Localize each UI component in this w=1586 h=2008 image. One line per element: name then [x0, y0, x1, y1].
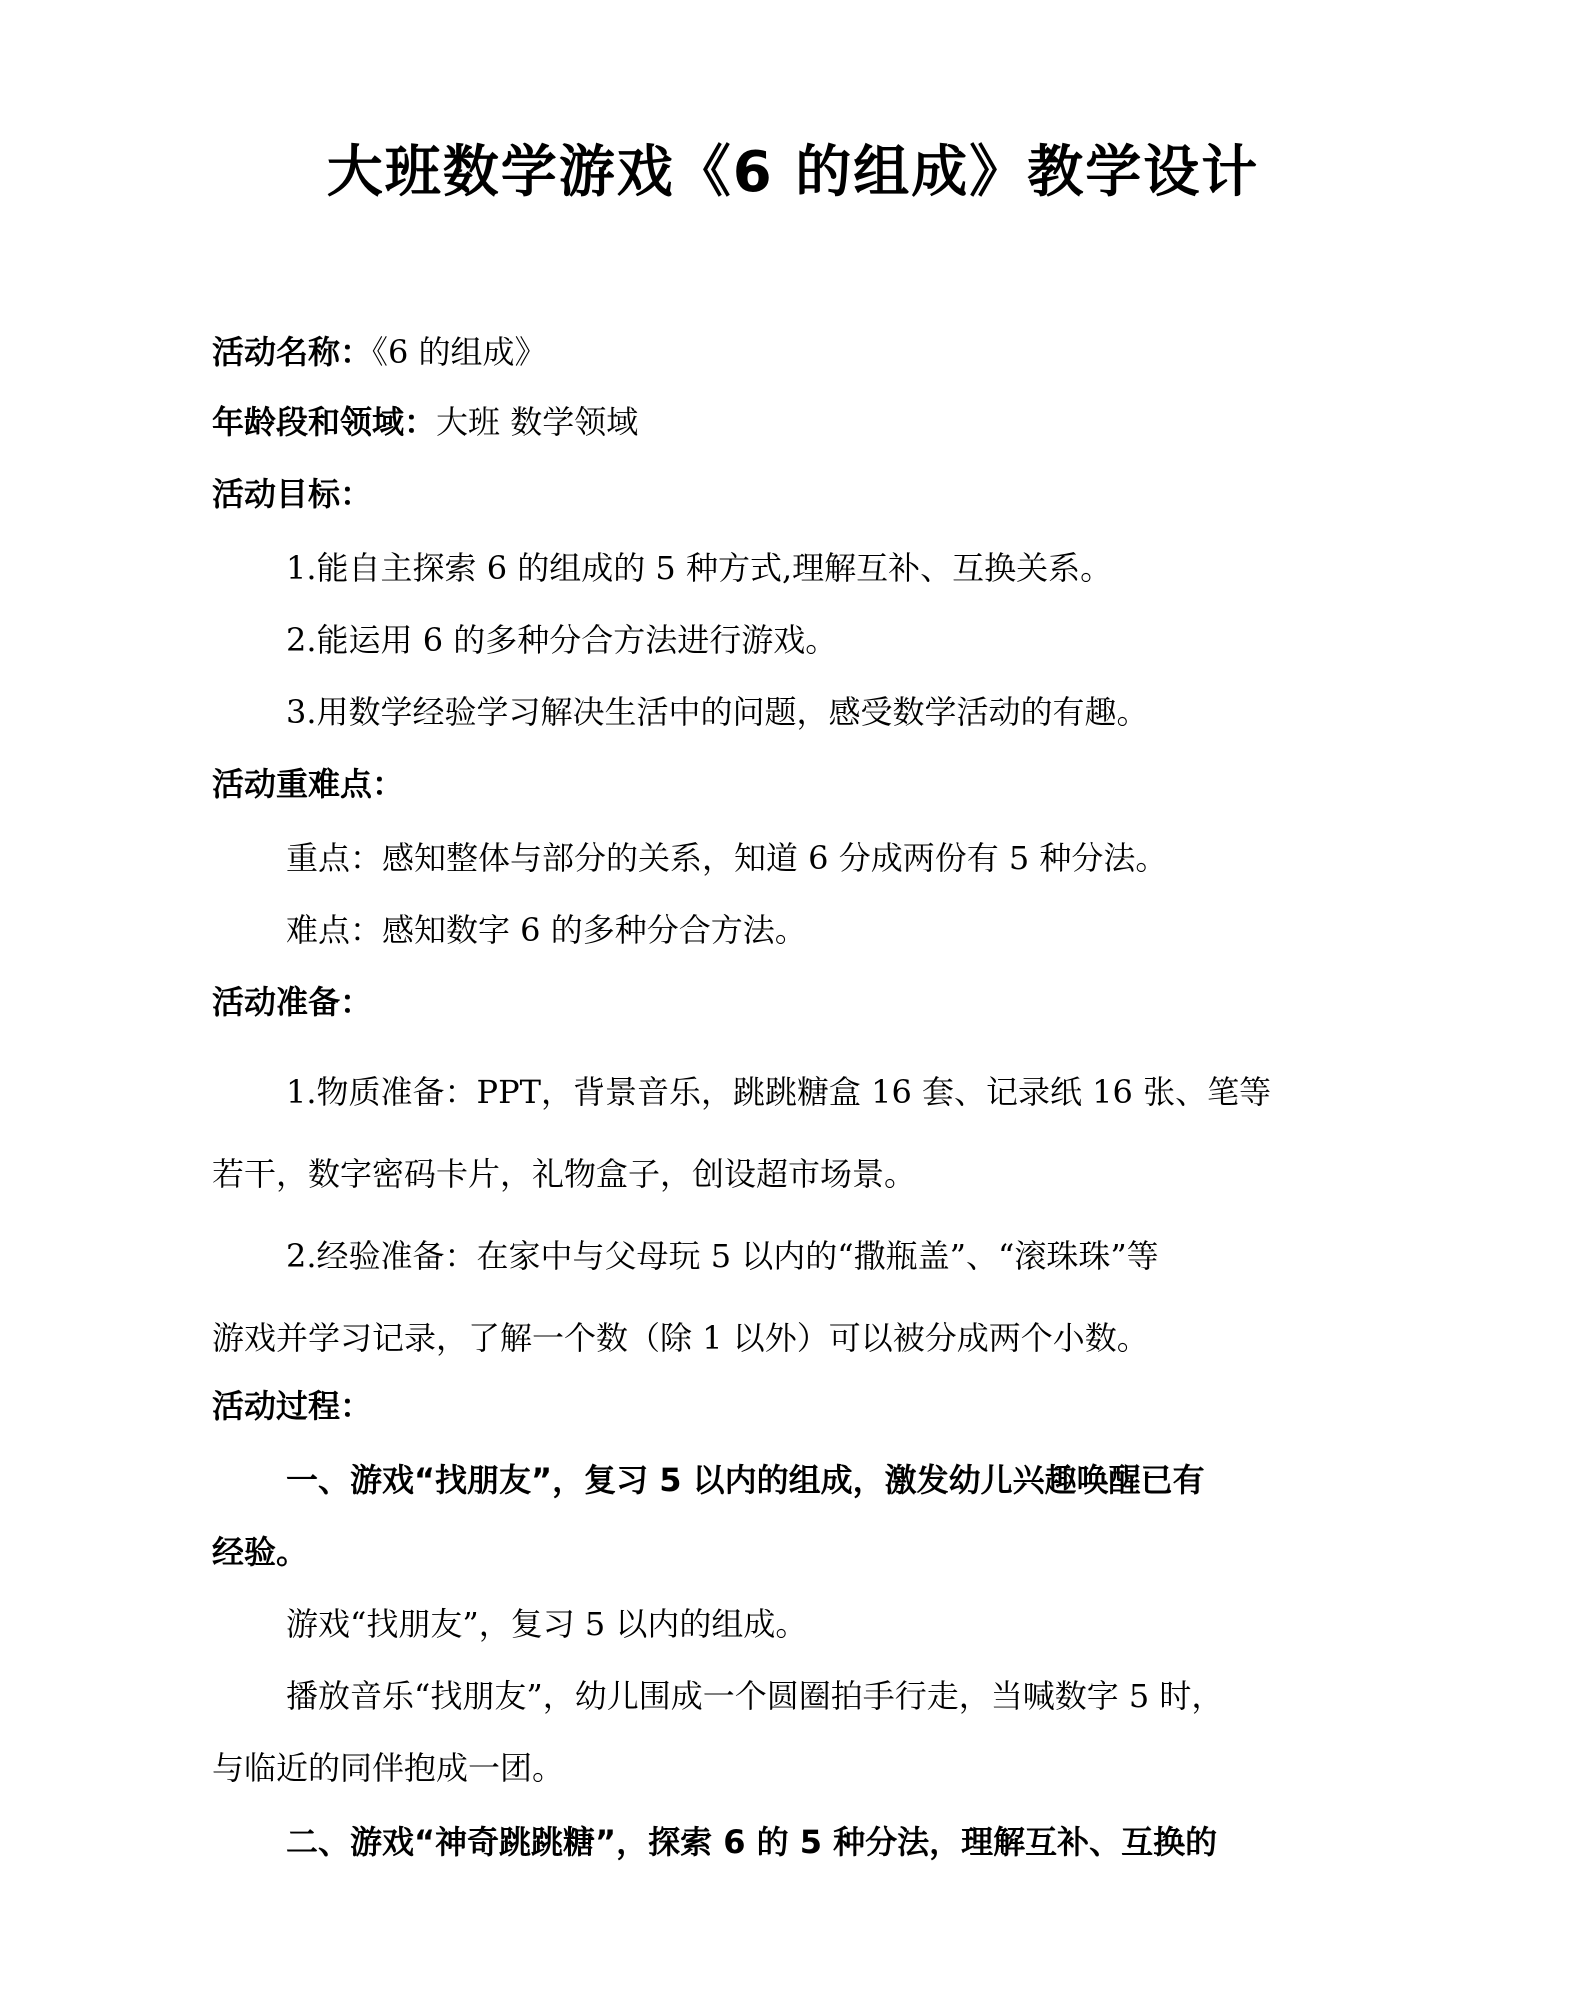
step1-heading-cont: 经验。	[212, 1533, 309, 1571]
preparation-heading: 活动准备：	[212, 983, 373, 1021]
activity-name-value: 《6 的组成》	[372, 333, 547, 371]
age-domain-label: 年龄段和领域：	[212, 403, 437, 441]
goal-item: 3.用数学经验学习解决生活中的问题，感受数学活动的有趣。	[286, 693, 1149, 731]
step1-paragraph-cont: 与临近的同伴抱成一团。	[212, 1749, 565, 1787]
activity-name-row	[212, 332, 547, 372]
age-domain-value: 大班 数学领域	[436, 403, 639, 441]
process-heading: 活动过程：	[212, 1387, 373, 1425]
age-domain-row	[212, 402, 638, 442]
key-points-heading: 活动重难点：	[212, 765, 405, 803]
key-point: 重点：感知整体与部分的关系，知道 6 分成两份有 5 种分法。	[286, 839, 1168, 877]
step1-heading: 一、游戏“找朋友”，复习 5 以内的组成，激发幼儿兴趣唤醒已有	[286, 1461, 1205, 1499]
step1-paragraph: 播放音乐“找朋友”，幼儿围成一个圆圈拍手行走，当喊数字 5 时，	[286, 1677, 1224, 1715]
difficulty-point: 难点：感知数字 6 的多种分合方法。	[286, 911, 807, 949]
material-prep: 1.物质准备：PPT，背景音乐，跳跳糖盒 16 套、记录纸 16 张、笔等	[286, 1073, 1272, 1111]
activity-name-label: 活动名称：	[212, 333, 373, 371]
experience-prep-cont: 游戏并学习记录，了解一个数（除 1 以外）可以被分成两个小数。	[212, 1319, 1149, 1357]
experience-prep: 2.经验准备：在家中与父母玩 5 以内的“撒瓶盖”、“滚珠珠”等	[286, 1237, 1159, 1275]
document-title: 大班数学游戏《6 的组成》教学设计	[326, 140, 1260, 205]
step1-paragraph: 游戏“找朋友”，复习 5 以内的组成。	[286, 1605, 808, 1643]
step2-heading: 二、游戏“神奇跳跳糖”，探索 6 的 5 种分法，理解互补、互换的	[286, 1823, 1218, 1861]
goal-item: 2.能运用 6 的多种分合方法进行游戏。	[286, 621, 838, 659]
material-prep-cont: 若干，数字密码卡片，礼物盒子，创设超市场景。	[212, 1155, 917, 1193]
goals-heading: 活动目标：	[212, 475, 373, 513]
goal-item: 1.能自主探索 6 的组成的 5 种方式,理解互补、互换关系。	[286, 549, 1113, 587]
